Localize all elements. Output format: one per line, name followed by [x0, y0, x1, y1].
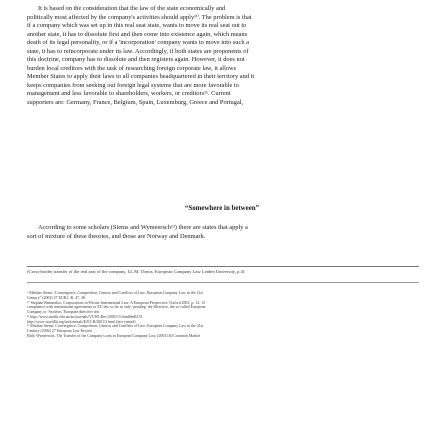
paragraph-line: death of its legal personality, or if a 'incorporation' company wants to move into such a [27, 39, 249, 47]
footnote-line: ¹⁰ Stephan Rammeloo, Corporations in Private International Law: A European Perspective, Oxford 2001, p. 12, 13 [27, 300, 205, 305]
footnote-separator [27, 266, 419, 267]
paragraph-line: burden local creditors with the task of researching foreign corporate law, it allows [27, 64, 237, 72]
footnote-line: http://www.worldlii.org/int/journals/EJCLR/2001/3.html (last visited) [27, 319, 136, 324]
paragraph-line: if a company which was set up in this real seat state, wants to move its real seat out to [27, 22, 247, 30]
paragraph-line: keeps companies from seeking out foreign legal systems that are more favorable to [27, 81, 239, 89]
footnote-line: Eddy Wymeersch, The Transfer of the Company's seat in European Company Law, (2003) 40 Common Market [27, 333, 201, 338]
paragraph-line: It is based on the consideration that the law of the state economically and [38, 5, 226, 12]
footnote-divider [27, 282, 419, 283]
paragraph-line: supporters are: Germany, France, Belgium, Spain, Luxemburg, Greece and Portugal, [27, 99, 244, 107]
footnote-line: Century” (2002) 27 EUR.L.R. 47, 48 [27, 295, 85, 300]
footnote-line: ¹² Mathias Siems, Convergence, Competition, Centros and Conflicts of Law: European Company Law in the 21st [27, 324, 204, 329]
paragraph-line: According to some scholars (Siems and Wymeersch¹²) there are states that apply a [38, 224, 248, 231]
footnote-line: ¹¹ http://www.austlii.edu.au/au/journals/VUWLRev/2005/15.html#fnB152 [27, 314, 143, 319]
footnote-line: Century (2002) 27 European Law Review [27, 329, 93, 333]
paragraph-line: politically most affected by the company's activities should apply¹⁰. The problem is that [27, 13, 252, 21]
paragraph-line: sort of mixture of these theories, and those are Norway and Denmark. [27, 232, 206, 240]
running-header-note: (Cross-border transfer of the real seat of the company, LL.M. Thesis, European Company Law Leiden University, p.4) [27, 269, 245, 274]
footnote-line: compliance with international agreements or EU law so far as only ‘pending’ the Directive, the so-called European [27, 305, 206, 310]
body-paragraph-mixture [27, 224, 419, 241]
paragraph-line: this doctrine, company has to dissolute and then registers again. However, it does not [27, 56, 245, 64]
footnotes [27, 291, 419, 339]
paragraph-line: state, it has to reincorporate under its law. Accordingly, if both states are proponents of [27, 47, 249, 55]
paragraph-line: Member States to apply their laws to all companies headquartered in their territory and it [27, 73, 255, 81]
paragraph-line: management and less favorable to shareholders, workers, or creditors¹¹. Current [27, 90, 231, 98]
footnote-line: ⁹ Mathias Siems “Convergence, Competition, Centros and Conflicts of Law: European Company Law in the 21st [27, 291, 204, 295]
paragraph-line: another state, it has to dissolute first and then come into existence again, which means [27, 30, 248, 38]
section-heading: “Somewhere in between” [184, 205, 260, 212]
footnote-line: Company or ‘Societas’ Europaea directive test [27, 310, 100, 314]
body-paragraph-real-seat [27, 5, 419, 108]
